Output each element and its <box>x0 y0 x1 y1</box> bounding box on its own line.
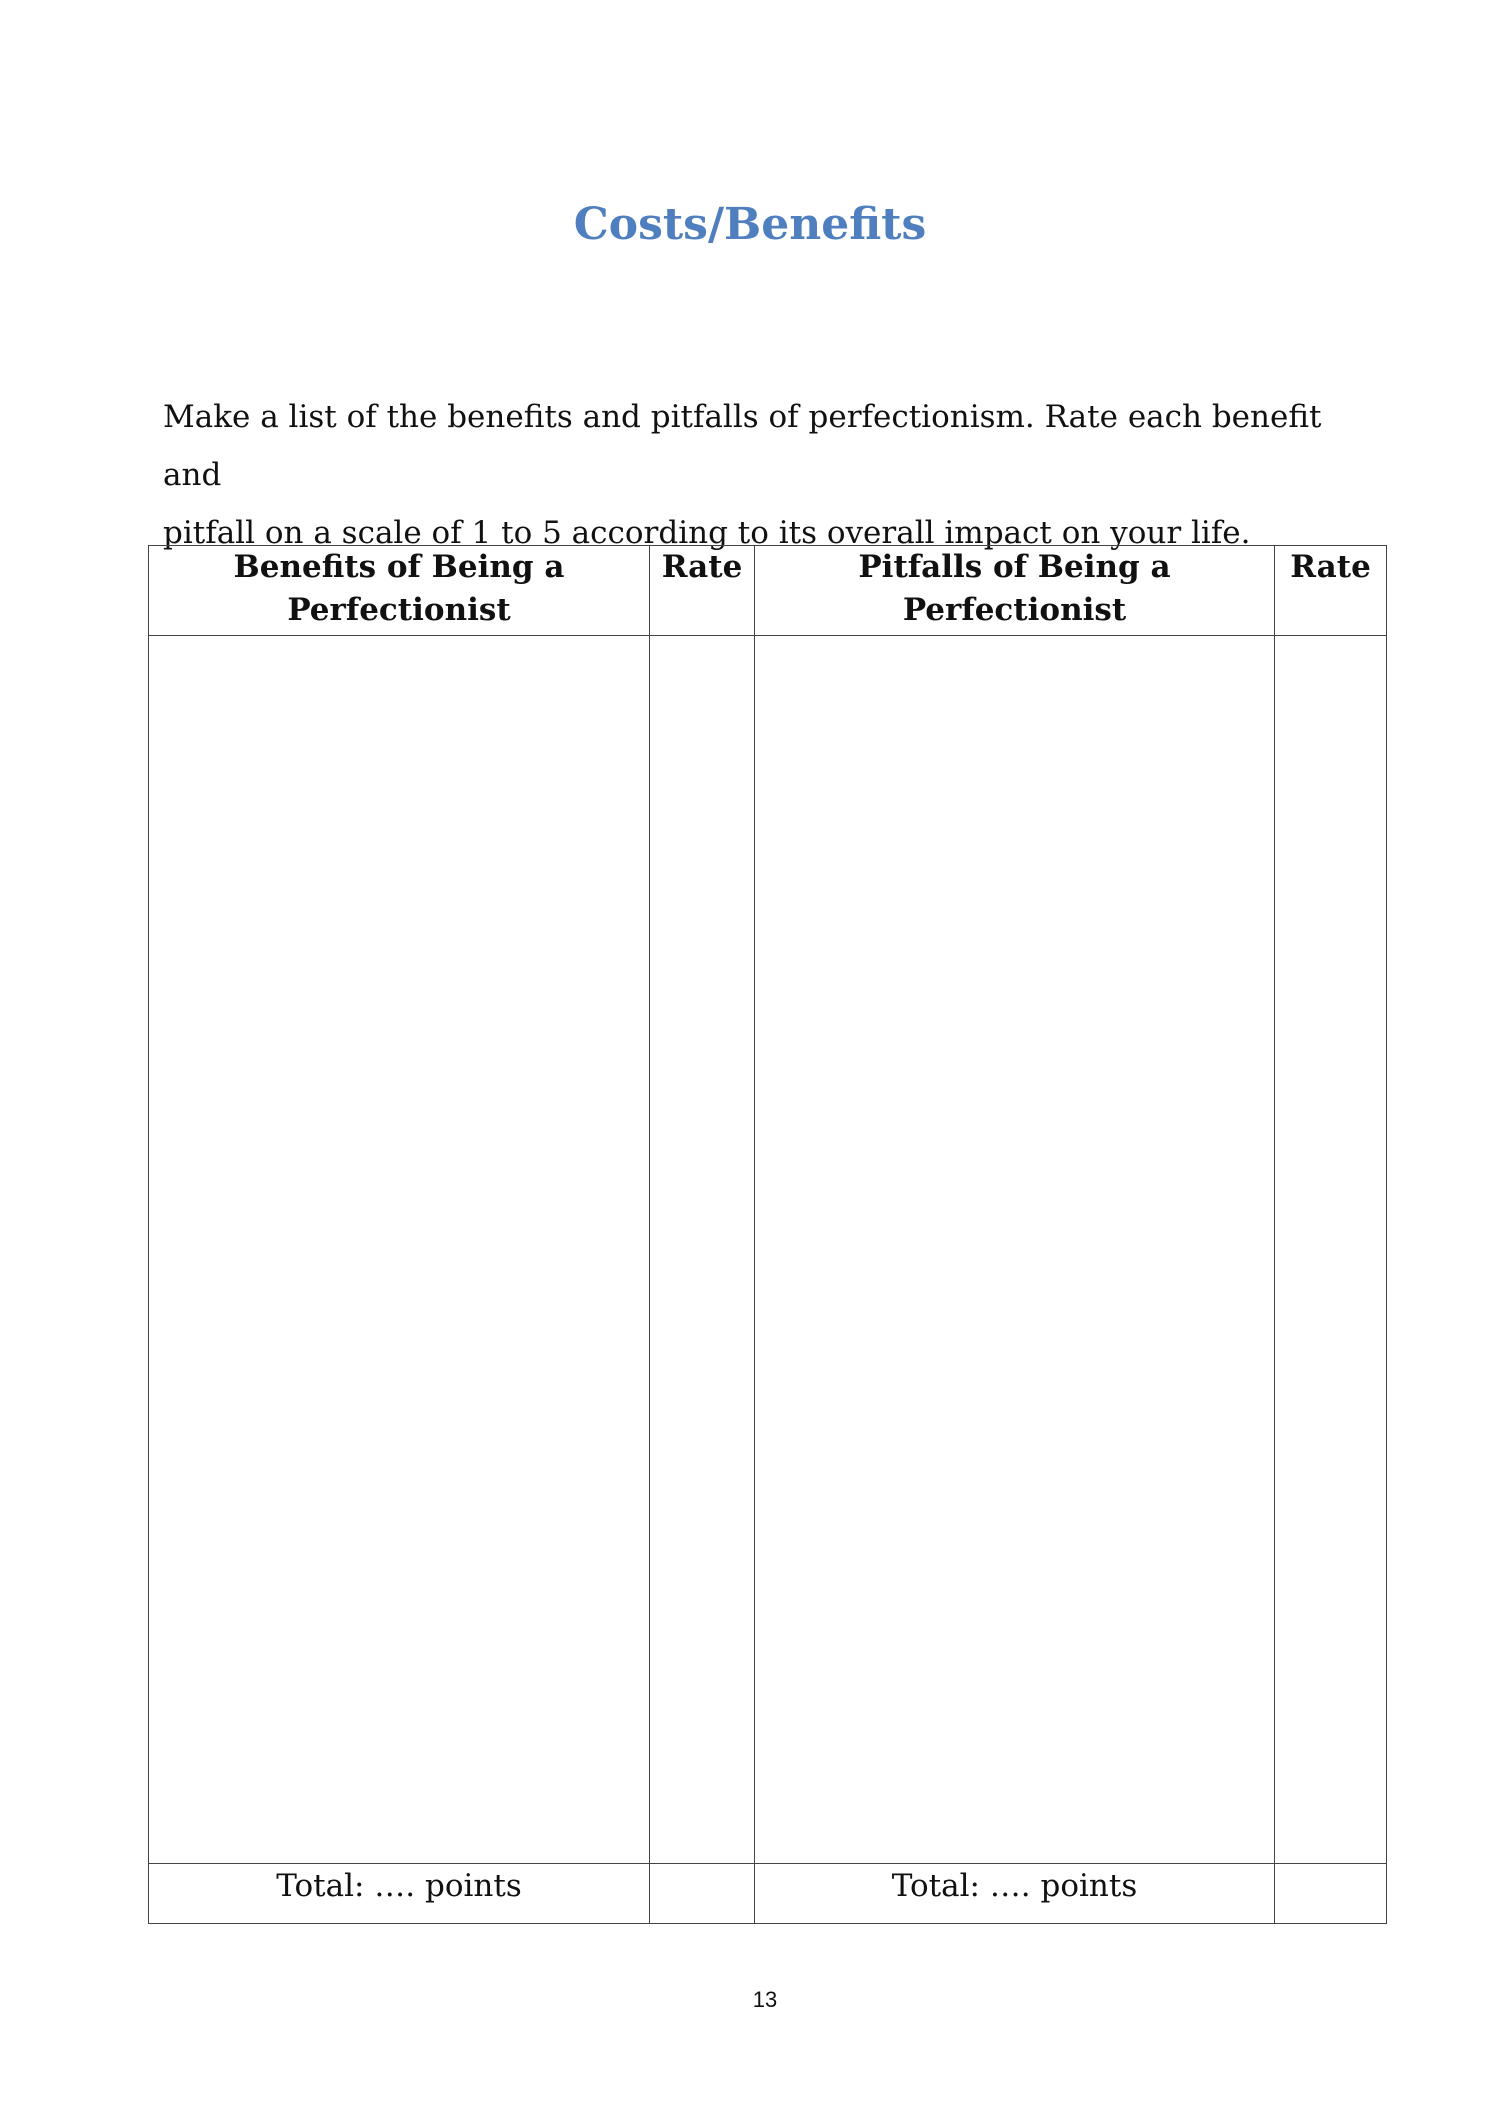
benefits-rate-header: Rate <box>650 546 755 636</box>
pitfalls-entry-cell[interactable] <box>755 636 1275 1864</box>
benefits-entry-cell[interactable] <box>149 636 650 1864</box>
benefits-rate-cell[interactable] <box>650 636 755 1864</box>
instructions-line-1: Make a list of the benefits and pitfalls of perfectionism. Rate each benefit and <box>163 399 1322 493</box>
benefits-total-rate-cell[interactable] <box>650 1864 755 1924</box>
pitfalls-header-line-1: Pitfalls of Being a <box>858 549 1171 585</box>
page-title: Costs/Benefits <box>573 199 927 250</box>
pitfalls-rate-cell[interactable] <box>1275 636 1387 1864</box>
pitfalls-total-rate-cell[interactable] <box>1275 1864 1387 1924</box>
pitfalls-header-line-2: Perfectionist <box>902 592 1127 628</box>
benefits-header-line-1: Benefits of Being a <box>233 549 565 585</box>
pitfalls-header <box>755 546 1275 636</box>
entry-row <box>149 636 1387 1864</box>
pitfalls-total: Total: …. points <box>755 1864 1275 1924</box>
instructions <box>163 388 1363 562</box>
benefits-header <box>149 546 650 636</box>
page-number: 13 <box>752 1987 778 2012</box>
cost-benefit-table <box>148 545 1387 1924</box>
instructions-line-2: pitfall on a scale of 1 to 5 according to its overall impact on your life. <box>163 515 1251 551</box>
pitfalls-rate-header: Rate <box>1275 546 1387 636</box>
header-row <box>149 546 1387 636</box>
total-row <box>149 1864 1387 1924</box>
benefits-total: Total: …. points <box>149 1864 650 1924</box>
benefits-header-line-2: Perfectionist <box>287 592 511 628</box>
